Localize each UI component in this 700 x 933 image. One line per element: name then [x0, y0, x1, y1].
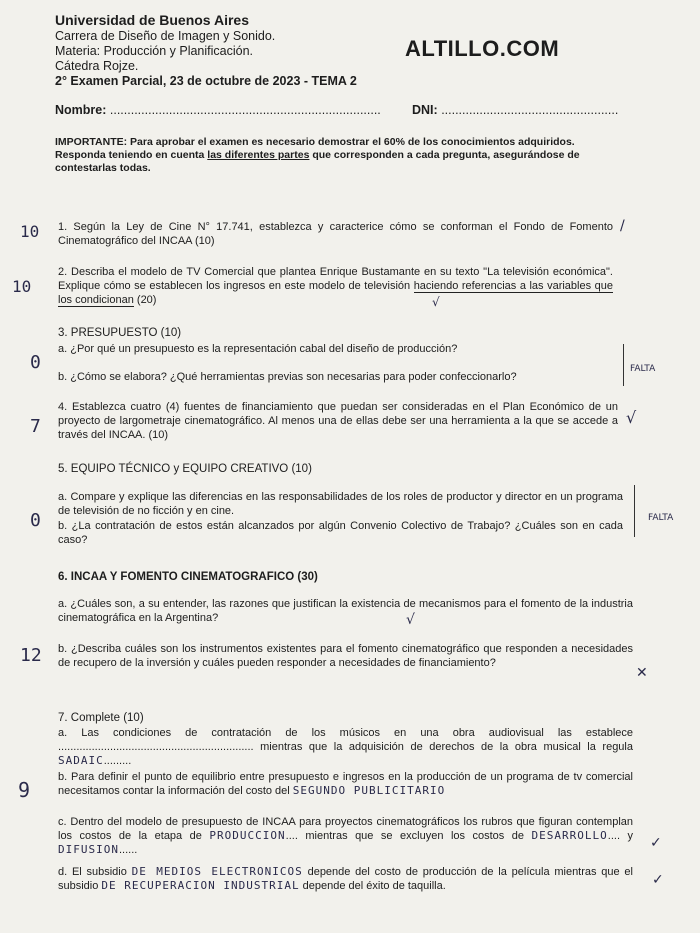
important-p2-start: Responda teniendo en cuenta [55, 149, 208, 161]
score-q5: 0 [30, 510, 41, 531]
score-q2: 10 [12, 277, 32, 296]
question-2-text: 2. Describa el modelo de TV Comercial que plantea Enrique Bustamante en su texto "La televisión económica". Explique cómo se establecen los ingresos en este modelo de televisión [58, 266, 613, 292]
check-mark-q6a: √ [406, 612, 415, 628]
question-7c: c. Dentro del modelo de presupuesto de INCAA para proyectos cinematográficos los rubros que figuran contemplan los costos de la etapa de PRODUCCION.... mientras que se excluyen los costos de DESARROLLO.... y DIFUSION...... [58, 816, 634, 856]
question-7c-part3: y [627, 830, 634, 842]
question-7a-part2: mientras que la adquisición de derechos de la obra musical la regula [260, 741, 633, 753]
margin-bracket-q5 [634, 485, 635, 537]
answer-segundo-publicitario: SEGUNDO PUBLICITARIO [292, 784, 446, 797]
question-7d-part2: depende del costo de producción de la película mientras que el subsidio [58, 866, 633, 892]
question-7d [58, 865, 633, 893]
subject-line: Materia: Producción y Planificación. [55, 44, 254, 58]
check-mark-q7d: ✓ [652, 872, 664, 888]
score-q7: 9 [18, 778, 31, 802]
chair-line: Cátedra Rojze. [55, 59, 139, 73]
check-mark-q2: √ [432, 295, 440, 309]
important-p2 [55, 149, 615, 175]
question-5-title: 5. EQUIPO TÉCNICO y EQUIPO CREATIVO (10) [58, 463, 312, 475]
cross-mark-q6b: ✕ [636, 665, 648, 681]
falta-note-q5: FALTA [648, 513, 674, 523]
check-mark-q1: / [620, 218, 625, 234]
question-1: 1. Según la Ley de Cine N° 17.741, establezca y caracterice cómo se conforman el Fondo de Fomento Cinematográfico del INCAA (10) [58, 221, 613, 247]
score-q3: 0 [30, 352, 41, 373]
question-2-underlined: haciendo referencias a las variables que los condicionan [58, 280, 613, 306]
question-2 [58, 265, 613, 307]
score-q4: 7 [30, 416, 41, 437]
important-p1: IMPORTANTE: Para aprobar el examen es necesario demostrar el 60% de los conocimientos adquiridos. [55, 136, 575, 148]
answer-desarrollo: DESARROLLO [531, 829, 608, 842]
important-p2-end: que corresponden a cada pregunta, asegurándose de contestarlas todas. [55, 149, 580, 174]
name-dots: .............................................................................. [109, 103, 381, 117]
question-7d-part3: depende del éxito de taquilla. [302, 880, 446, 892]
question-5b: b. ¿La contratación de estos están alcanzados por algún Convenio Colectivo de Trabajo? ¿Cuáles son en cada caso? [58, 520, 623, 546]
dni-field [412, 103, 618, 117]
university-name: Universidad de Buenos Aires [55, 12, 249, 28]
important-notice [55, 136, 615, 175]
margin-bracket-q3 [623, 344, 624, 386]
answer-produccion: PRODUCCION [209, 829, 286, 842]
name-field [55, 103, 381, 117]
question-7c-part1: c. Dentro del modelo de presupuesto de INCAA para proyectos cinematográficos los rubros que figuran contemplan los costos de la etapa de [58, 816, 633, 842]
question-6-title: 6. INCAA Y FOMENTO CINEMATOGRAFICO (30) [58, 571, 318, 583]
career-line: Carrera de Diseño de Imagen y Sonido. [55, 29, 276, 43]
question-7b-part1: b. Para definir el punto de equilibrio entre presupuesto e ingresos en la producción de un programa de tv comercial necesitamos contar la información del costo del [58, 771, 633, 797]
question-3-title: 3. PRESUPUESTO (10) [58, 327, 182, 339]
score-q1: 10 [20, 222, 40, 241]
question-3b: b. ¿Cómo se elabora? ¿Qué herramientas previas son necesarias para poder confeccionarlo? [58, 371, 517, 383]
altillo-watermark: ALTILLO.COM [405, 36, 560, 61]
answer-medios: DE MEDIOS ELECTRONICOS [131, 865, 303, 878]
check-mark-q4: √ [626, 408, 637, 427]
check-mark-q7c: ✓ [650, 835, 662, 851]
answer-difusion: DIFUSION [58, 843, 119, 856]
question-4: 4. Establezca cuatro (4) fuentes de financiamiento que puedan ser consideradas en el Plan Económico de un proyecto de largometraje cinematográfico. Al menos una de ellas debe ser una herramienta a la que se accede a través del INCAA. (10) [58, 401, 618, 441]
score-q6: 12 [20, 645, 42, 666]
question-7a: a. Las condiciones de contratación de los músicos en una obra audiovisual las establece ................................................................ mientras que la adquisición de derechos de la obra musical la regula SADAIC......... [58, 727, 633, 767]
question-7d-part1: d. El subsidio [58, 866, 127, 878]
question-7a-part1: a. Las condiciones de contratación de los músicos en una obra audiovisual las establece [58, 727, 633, 739]
question-7c-part2: mientras que se excluyen los costos de [305, 830, 525, 842]
falta-note-q3: FALTA [630, 364, 656, 374]
dni-label: DNI: [412, 103, 438, 117]
dni-dots: ................................................... [441, 103, 619, 117]
exam-header [55, 12, 357, 89]
answer-sadaic: SADAIC [58, 754, 104, 767]
exam-line: 2° Examen Parcial, 23 de octubre de 2023 - TEMA 2 [55, 74, 357, 88]
question-3a: a. ¿Por qué un presupuesto es la representación cabal del diseño de producción? [58, 343, 458, 355]
question-7-title: 7. Complete (10) [58, 712, 144, 724]
question-6b: b. ¿Describa cuáles son los instrumentos existentes para el fomento cinematográfico que responden a necesidades de recupero de la inversión y cuáles pueden responder a necesidades de financiamiento? [58, 643, 633, 669]
name-label: Nombre: [55, 103, 107, 117]
question-6a: a. ¿Cuáles son, a su entender, las razones que justifican la existencia de mecanismos para el fomento de la industria cinematográfica en la Argentina? [58, 598, 633, 624]
question-5a: a. Compare y explique las diferencias en las responsabilidades de los roles de productor y director en un programa de televisión de no ficción y en cine. [58, 491, 623, 517]
important-p2-underlined: las diferentes partes [207, 149, 310, 161]
question-7b [58, 770, 633, 798]
question-2-points: (20) [133, 294, 157, 306]
answer-recuperacion: DE RECUPERACION INDUSTRIAL [101, 879, 300, 892]
